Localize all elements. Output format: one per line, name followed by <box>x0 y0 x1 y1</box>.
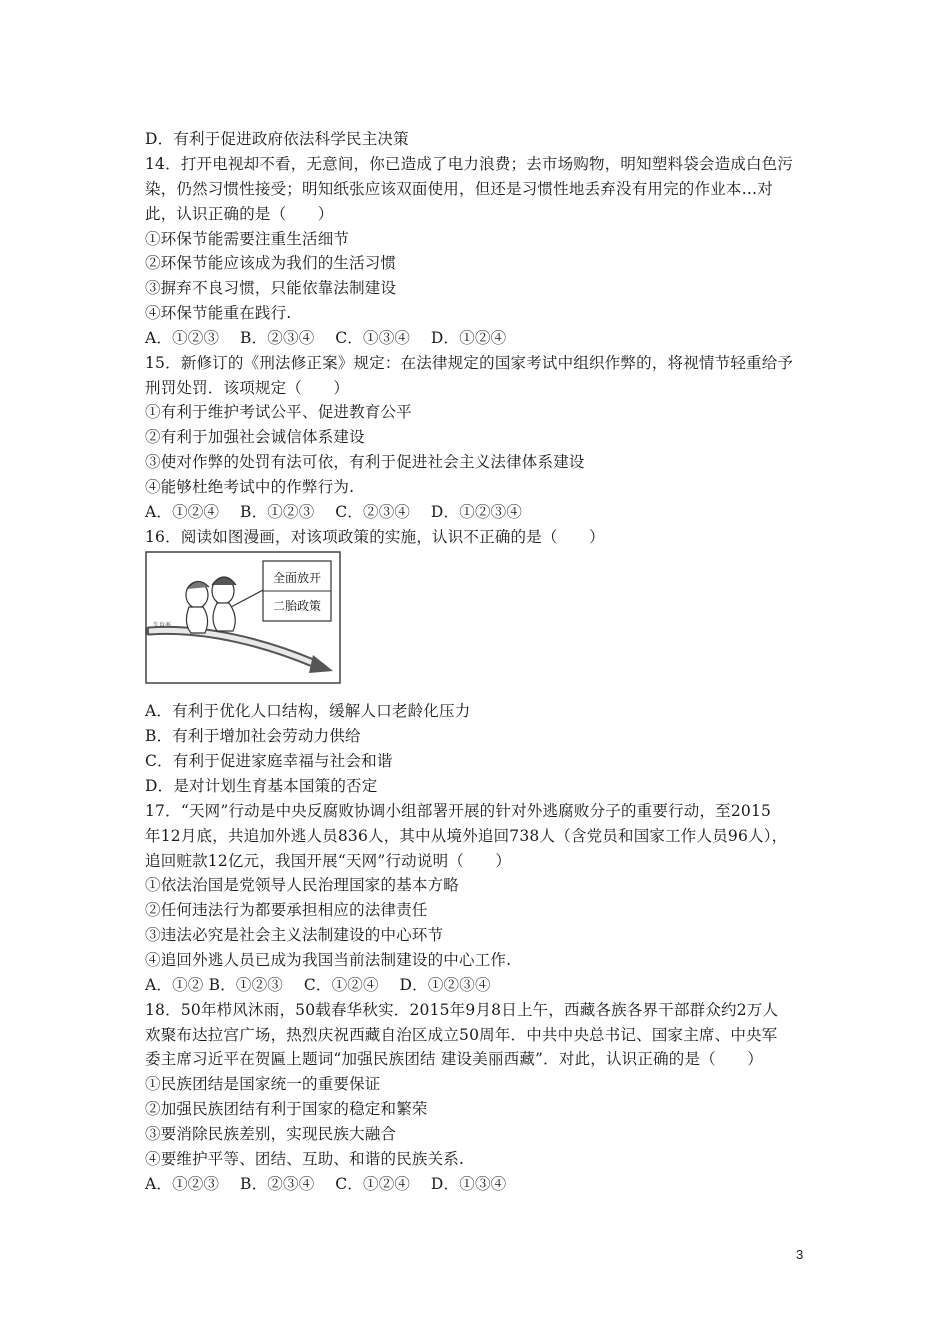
q15-item-1: ①有利于维护考试公平、促进教育公平 <box>145 403 412 421</box>
q18-item-1: ①民族团结是国家统一的重要保证 <box>145 1075 381 1093</box>
q14-options: A．①②③ B．②③④ C．①③④ D．①②④ <box>145 329 507 347</box>
q15-item-4: ④能够杜绝考试中的作弊行为. <box>145 478 355 496</box>
q17-item-4: ④追回外逃人员已成为我国当前法制建设的中心工作. <box>145 951 512 969</box>
q16-option-c: C．有利于促进家庭幸福与社会和谐 <box>145 752 393 770</box>
q17-stem-line1: 17．“天网”行动是中央反腐败协调小组部署开展的针对外逃腐败分子的重要行动，至2015 <box>145 802 772 820</box>
q17-item-2: ②任何违法行为都要承担相应的法律责任 <box>145 901 428 919</box>
q17-stem-line2: 年12月底，共追加外逃人员836人，其中从境外追回738人（含党员和国家工作人员96人）， <box>145 827 788 845</box>
q18-options: A．①②③ B．②③④ C．①②④ D．①③④ <box>145 1175 507 1193</box>
q18-item-3: ③要消除民族差别，实现民族大融合 <box>145 1125 397 1143</box>
q15-item-3: ③使对作弊的处罚有法可依，有利于促进社会主义法律体系建设 <box>145 453 585 471</box>
q15-stem-line1: 15．新修订的《刑法修正案》规定：在法律规定的国家考试中组织作弊的，将视情节轻重给予 <box>145 354 794 372</box>
q16-stem: 16．阅读如图漫画，对该项政策的实施，认识不正确的是（ ） <box>145 528 605 546</box>
q16-option-d: D．是对计划生育基本国策的否定 <box>145 777 378 795</box>
cartoon-arrow-label: 生育率 <box>153 622 172 629</box>
policy-cartoon <box>145 551 341 684</box>
q15-item-2: ②有利于加强社会诚信体系建设 <box>145 428 365 446</box>
q17-item-1: ①依法治国是党领导人民治理国家的基本方略 <box>145 876 460 894</box>
q18-stem-line1: 18．50年栉风沐雨，50载春华秋实．2015年9月8日上午，西藏各族各界干部群众约2万人 <box>145 1001 779 1019</box>
q16-option-b: B．有利于增加社会劳动力供给 <box>145 727 361 745</box>
cartoon-sign-line1: 全面放开 <box>272 571 322 585</box>
cartoon-sign-line2: 二胎政策 <box>272 599 322 613</box>
q14-item-3: ③摒弃不良习惯，只能依靠法制建设 <box>145 279 397 297</box>
q13-option-d: D．有利于促进政府依法科学民主决策 <box>145 130 409 148</box>
q14-item-4: ④环保节能重在践行. <box>145 304 292 322</box>
q17-options: A．①② B．①②③ C．①②④ D．①②③④ <box>145 976 491 994</box>
page-number: 3 <box>796 1247 804 1262</box>
q14-item-2: ②环保节能应该成为我们的生活习惯 <box>145 254 397 272</box>
q15-options: A．①②④ B．①②③ C．②③④ D．①②③④ <box>145 503 523 521</box>
q16-option-a: A．有利于优化人口结构，缓解人口老龄化压力 <box>145 702 471 720</box>
q17-item-3: ③违法必究是社会主义法制建设的中心环节 <box>145 926 444 944</box>
q14-item-1: ①环保节能需要注重生活细节 <box>145 230 350 248</box>
q15-stem-line2: 刑罚处罚．该项规定（ ） <box>145 379 350 397</box>
q18-stem-line2: 欢聚布达拉宫广场，热烈庆祝西藏自治区成立50周年．中共中央总书记、国家主席、中央军 <box>145 1026 778 1044</box>
q18-stem-line3: 委主席习近平在贺匾上题词“加强民族团结 建设美丽西藏”．对此，认识正确的是（ ） <box>145 1050 763 1068</box>
q18-item-2: ②加强民族团结有利于国家的稳定和繁荣 <box>145 1100 428 1118</box>
q17-stem-line3: 追回赃款12亿元，我国开展“天网”行动说明（ ） <box>145 852 512 870</box>
q14-stem-line1: 14．打开电视却不看，无意间，你已造成了电力浪费；去市场购物，明知塑料袋会造成白色污 <box>145 155 794 173</box>
q14-stem-line3: 此，认识正确的是（ ） <box>145 205 334 223</box>
q14-stem-line2: 染，仍然习惯性接受；明知纸张应该双面使用，但还是习惯性地丢弃没有用完的作业本…对 <box>145 180 774 198</box>
q18-item-4: ④要维护平等、团结、互助、和谐的民族关系. <box>145 1150 465 1168</box>
